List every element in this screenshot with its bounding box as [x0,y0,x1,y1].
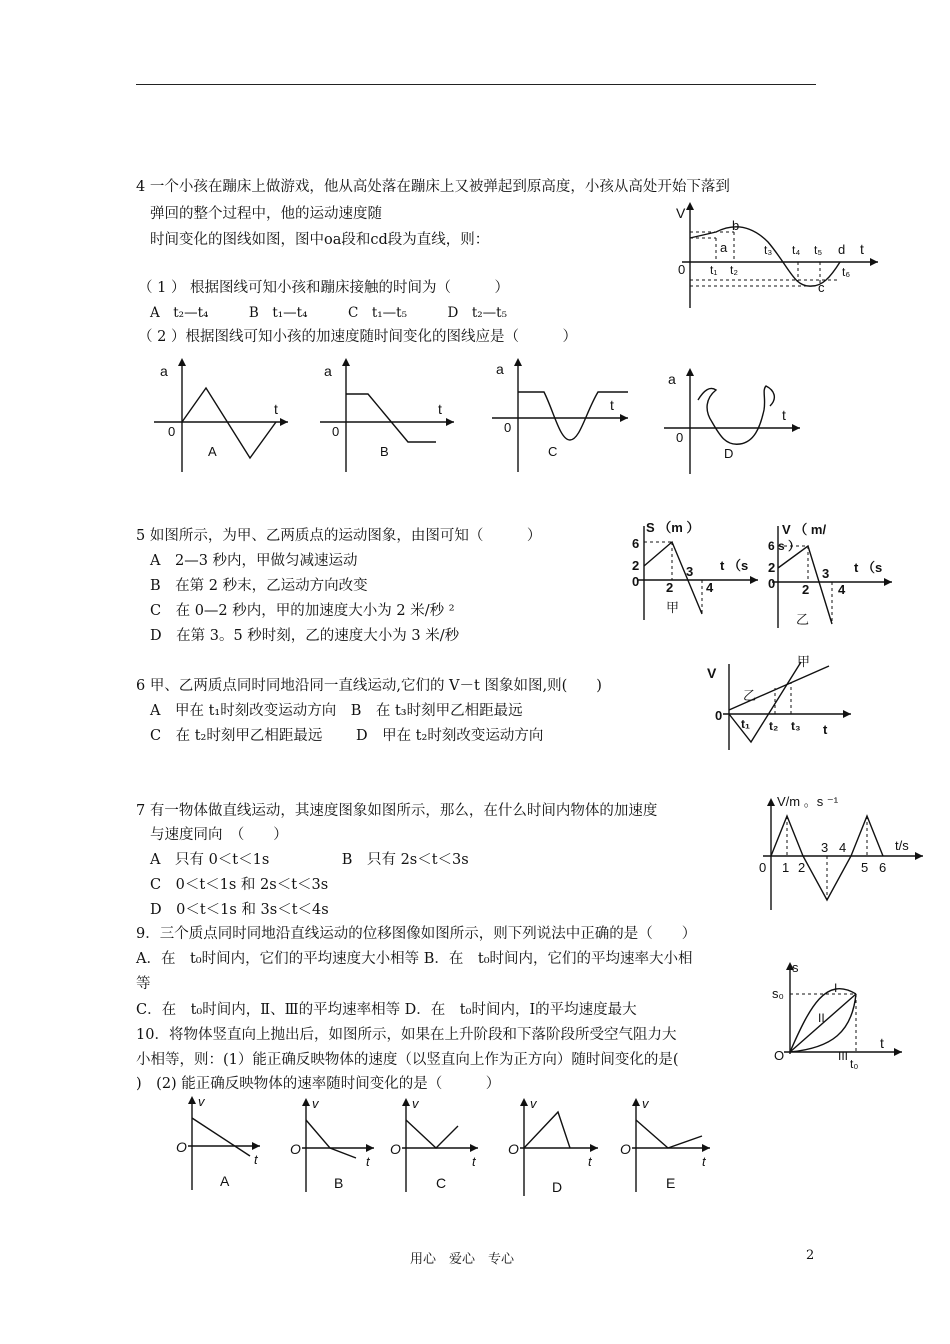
q4-choice-graph-d [660,366,805,476]
q9-s0: s₀ [772,986,784,1001]
q7-x3: 3 [821,840,829,855]
q4-choice-d-origin: 0 [676,430,684,445]
q10-c-origin: O [390,1141,401,1157]
q5-g2-y6: 6 s ） [768,539,801,553]
q5-displacement-graph [630,518,770,626]
q10-c-label: C [436,1175,447,1191]
q4-choice-d-axis-y: a [668,371,676,387]
q4-choice-a-axis-y: a [160,363,168,379]
q10-line3: ) (2) 能正确反映物体的速率随时间变化的是（ ） [136,1076,501,1092]
q7-x6: 6 [879,860,887,875]
q9-stem: 9．三个质点同时同地沿直线运动的位移图像如图所示，则下列说法中正确的是（ ） [136,926,697,942]
q5-g2-x2: 2 [802,582,810,597]
q9-axis-t: t [880,1035,884,1051]
q7-x4: 4 [839,840,847,855]
q5-velocity-graph [768,520,898,632]
q10-e-axis-v: v [642,1096,649,1111]
q9-curve-II: II [818,1011,825,1025]
q7-options-ab: A 只有 0＜t＜1s B 只有 2s＜t＜3s [150,852,469,868]
q4-choice-b-origin: 0 [332,424,340,439]
q4-stem-line3: 时间变化的图线如图，图中oa段和cd段为直线，则： [150,232,490,248]
q7-option-d: D 0＜t＜1s 和 3s＜t＜4s [150,902,329,918]
q10-e-label: E [666,1175,676,1191]
q4-choice-c-label: C [548,444,558,459]
q5-option-c: C 在 0—2 秒内，甲的加速度大小为 2 米/秒 ² [150,603,455,619]
q4-point-c: c [818,280,825,295]
q10-b-axis-v: v [312,1096,319,1111]
q9-origin: O [774,1048,785,1063]
q5-g1-x4: 4 [706,580,714,595]
q4-choice-a-label: A [208,444,217,459]
q4-choice-graph-b [318,356,458,476]
q5-g1-origin: 0 [632,574,640,589]
q5-g2-xlabel: t （s [854,560,883,575]
q6-velocity-graph [705,654,855,754]
q10-line1: 10．将物体竖直向上抛出后，如图所示，如果在上升阶段和下落阶段所受空气阻力大 [136,1027,677,1043]
q4-point-a: a [720,240,728,255]
q5-stem: 5 如图所示，为甲、乙两质点的运动图象，由图可知（ ） [136,528,542,544]
q7-ylabel: V/m 。s ⁻¹ [777,794,839,809]
q6-axis-v: V [707,665,717,681]
q6-axis-t: t [823,722,828,737]
q7-stem-line1: 7 有一物体做直线运动，其速度图象如图所示，那么，在什么时间内物体的加速度 [136,803,658,819]
q5-g2-x4: 4 [838,582,846,597]
q7-stem-line2: 与速度同向 （ ） [150,827,288,843]
q4-choice-c-axis-x: t [610,397,614,413]
q4-choice-c-axis-y: a [496,361,504,377]
q4-stem-line1: 4 一个小孩在蹦床上做游戏，他从高处落在蹦床上又被弹起到原高度，小孩从高处开始下落到 [136,179,730,195]
q7-origin: 0 [759,860,767,875]
q9-curve-I: I [834,981,838,995]
q9-displacement-graph [770,956,905,1074]
q5-g1-ylabel: S （m ） [646,520,700,535]
q4-axis-v-label: V [676,205,686,221]
q4-choice-d-label: D [724,446,734,461]
q10-graph-d [502,1096,602,1196]
q5-g2-x3: 3 [822,566,830,581]
q4-origin-label: 0 [678,262,686,277]
q10-c-axis-t: t [472,1154,476,1169]
q10-b-axis-t: t [366,1154,370,1169]
q4-axis-t-label: t [860,241,864,257]
q4-t5: t₅ [814,243,823,257]
q4-choice-d-axis-x: t [782,407,786,423]
q6-options-cd: C 在 t₂时刻甲乙相距最远 D 甲在 t₂时刻改变运动方向 [150,728,544,744]
q6-origin: 0 [715,708,723,723]
q6-options-ab: A 甲在 t₁时刻改变运动方向 B 在 t₃时刻甲乙相距最远 [150,703,523,719]
q4-choice-a-origin: 0 [168,424,176,439]
q10-d-origin: O [508,1141,519,1157]
q9-options-ab: A．在 t₀时间内，它们的平均速度大小相等 B．在 t₀时间内，它们的平均速率大小相 [136,951,693,967]
q5-g1-xlabel: t （s [720,558,749,573]
footer-slogan: 用心 爱心 专心 [410,1252,515,1267]
q10-d-axis-v: v [530,1096,537,1111]
q10-graph-c [384,1096,484,1196]
q6-stem: 6 甲、乙两质点同时同地沿同一直线运动,它们的 V－t 图象如图,则( ) [136,678,602,694]
q9-t0: t₀ [850,1057,859,1071]
q4-sub1-options: A t₂—t₄ B t₁—t₄ C t₁—t₅ D t₂—t₅ [150,305,508,321]
q5-option-d: D 在第 3。5 秒时刻，乙的速度大小为 3 米/秒 [150,628,460,644]
q4-t3: t₃ [764,243,773,257]
q4-sub1: （ 1 ） 根据图线可知小孩和蹦床接触的时间为（ ） [138,280,510,296]
q5-g1-y6: 6 [632,536,640,551]
q7-x1: 1 [782,860,790,875]
q7-velocity-graph [755,792,927,914]
q9-options-cd: C．在 t₀时间内，Ⅱ、Ⅲ的平均速率相等 D．在 t₀时间内，Ⅰ的平均速度最大 [136,1002,637,1018]
q5-g2-ylabel: V （ m/ [782,522,827,537]
q4-choice-b-axis-x: t [438,401,442,417]
q4-choice-b-axis-y: a [324,363,332,379]
q10-b-origin: O [290,1141,301,1157]
q10-d-axis-t: t [588,1154,592,1169]
q6-label-yi: 乙 [743,688,757,703]
q10-a-origin: O [176,1139,187,1155]
q6-t3: t₃ [791,719,801,733]
q9-axis-s: s [792,960,799,975]
q10-b-label: B [334,1175,344,1191]
q7-x2: 2 [798,860,806,875]
q5-g1-x3: 3 [686,564,694,579]
header-rule [136,84,816,85]
q9-options-ab-cont: 等 [136,976,151,992]
q10-graph-b [282,1096,377,1196]
q5-option-b: B 在第 2 秒末，乙运动方向改变 [150,578,368,594]
q4-velocity-graph [672,196,882,316]
q5-g2-origin: 0 [768,576,776,591]
q10-e-origin: O [620,1141,631,1157]
q5-g1-x2: 2 [666,580,674,595]
q9-curve-III: III [838,1049,849,1063]
q7-option-c: C 0＜t＜1s 和 2s＜t＜3s [150,877,329,893]
q5-g2-y2: 2 [768,560,776,575]
page-number: 2 [806,1248,815,1263]
q10-e-axis-t: t [702,1154,706,1169]
q4-choice-graph-c [488,356,633,476]
q10-c-axis-v: v [412,1096,419,1111]
q10-a-label: A [220,1173,230,1189]
q4-point-d: d [838,242,846,257]
q4-point-b: b [732,218,740,233]
q4-stem-line2: 弹回的整个过程中，他的运动速度随 [150,206,382,222]
q6-label-jia: 甲 [797,654,811,669]
q6-t1: t₁ [741,717,750,731]
q10-a-axis-t: t [254,1152,258,1167]
q4-sub2: （ 2 ）根据图线可知小孩的加速度随时间变化的图线应是（ ） [138,329,577,345]
q10-a-axis-v: v [198,1094,205,1109]
q4-t6: t₆ [842,265,851,279]
q5-g1-y2: 2 [632,558,640,573]
q4-choice-c-origin: 0 [504,420,512,435]
q4-choice-a-axis-x: t [274,401,278,417]
q4-t2: t₂ [730,263,738,277]
q7-x5: 5 [861,860,869,875]
q10-line2: 小相等，则：(1）能正确反映物体的速度（以竖直向上作为正方向）随时间变化的是( [136,1052,679,1068]
q10-d-label: D [552,1179,563,1195]
q5-g1-name: 甲 [666,600,680,615]
q10-graph-e [614,1096,714,1196]
q10-graph-a [168,1094,263,1194]
q4-choice-b-label: B [380,444,389,459]
q5-option-a: A 2—3 秒内，甲做匀减速运动 [150,553,358,569]
q7-xlabel: t/s [895,838,909,853]
q5-g2-name: 乙 [796,612,810,627]
q6-t2: t₂ [769,719,779,733]
q4-t4: t₄ [792,243,801,257]
q4-choice-graph-a [150,356,290,476]
q4-t1: t₁ [710,263,718,277]
